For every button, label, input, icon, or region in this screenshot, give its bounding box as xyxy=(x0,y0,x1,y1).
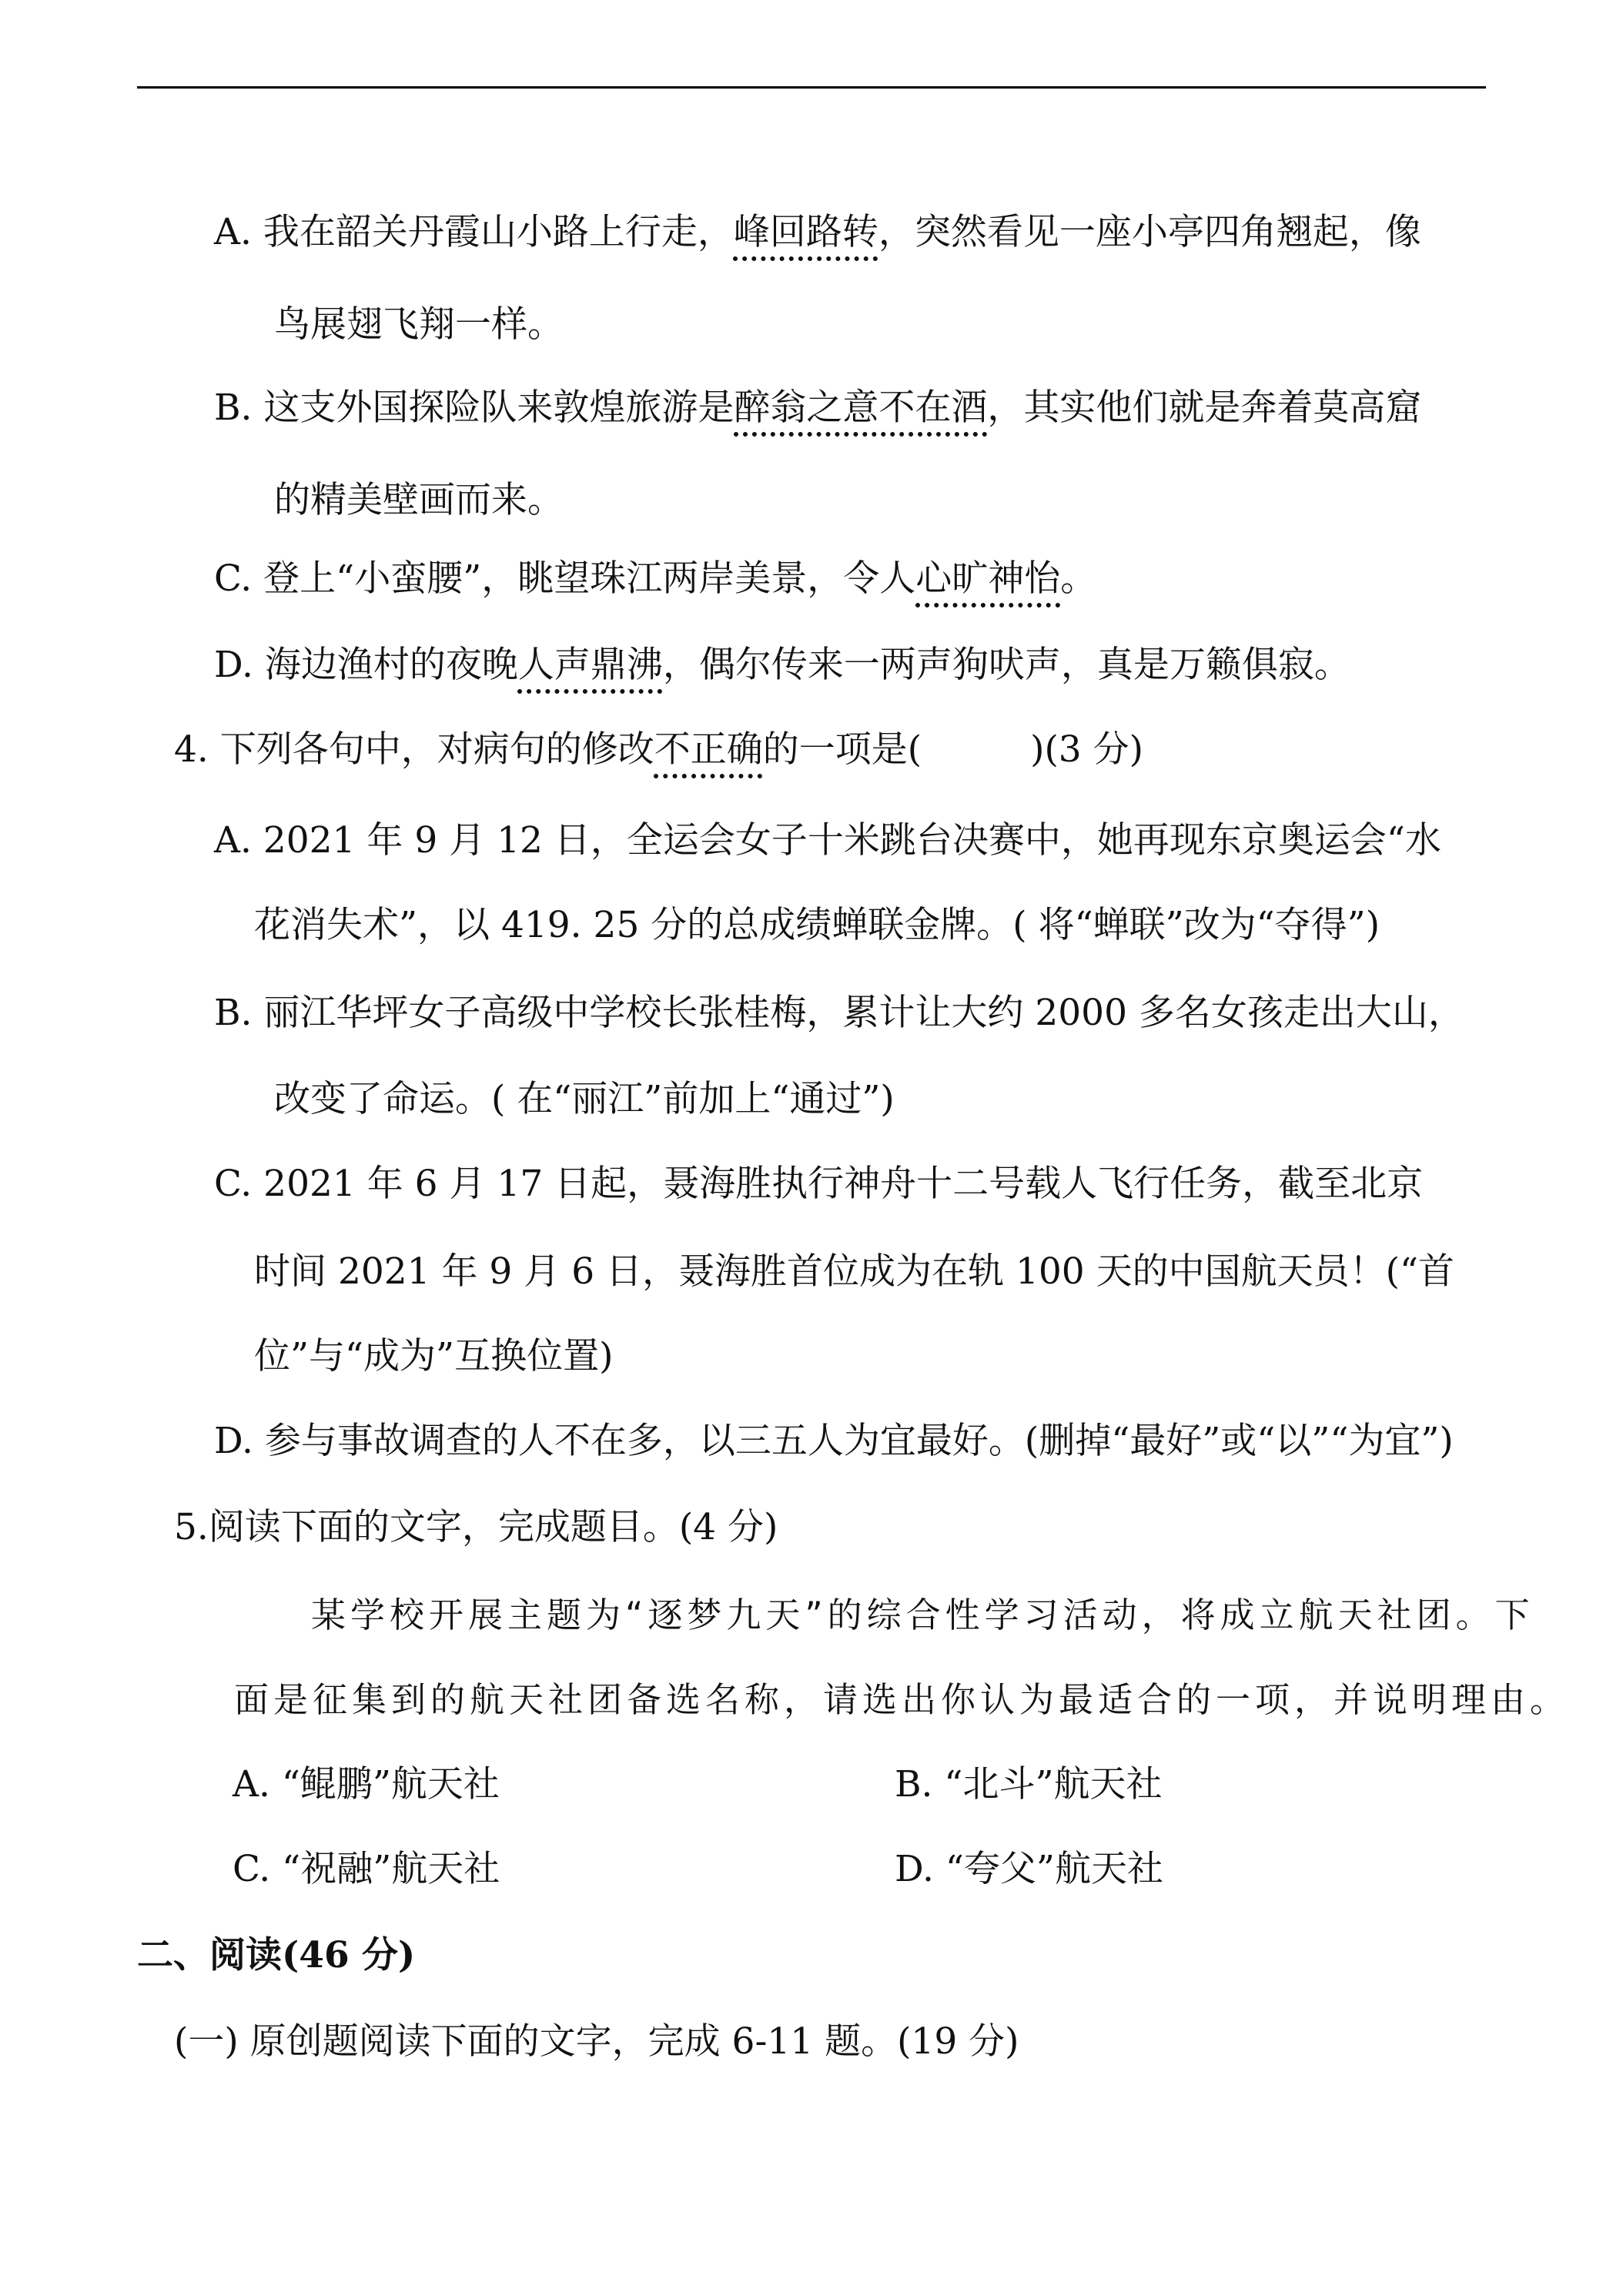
q3-option-b-line2: 的精美壁画而来。 xyxy=(274,479,564,521)
q3-option-b-line1 xyxy=(214,385,1421,431)
q3-d-dotted-phrase: 人声鼎沸 xyxy=(517,644,663,686)
top-rule xyxy=(137,86,1486,89)
q4-option-d-line1: D. 参与事故调查的人不在多，以三五人为宜最好。(删掉“最好”或“以”“为宜”) xyxy=(214,1420,1454,1462)
q5-option-d: D. “夸父”航天社 xyxy=(895,1848,1163,1890)
q3-a-dotted-phrase: 峰回路转 xyxy=(733,211,878,253)
q5-option-b: B. “北斗”航天社 xyxy=(895,1763,1163,1806)
q4-stem-text: 4. 下列各句中，对病句的修改 xyxy=(174,728,654,771)
q4-option-c-line3: 位”与“成为”互换位置) xyxy=(254,1335,614,1377)
q3-c-dotted-phrase: 心旷神怡 xyxy=(915,557,1061,600)
q3-d-text: D. 海边渔村的夜晚 xyxy=(214,644,518,686)
q4-stem-text-end: 的一项是( )(3 分) xyxy=(762,728,1143,771)
q4-option-b-line1: B. 丽江华坪女子高级中学校长张桂梅，累计让大约 2000 多名女孩走出大山， xyxy=(214,992,1464,1034)
q4-option-a-line2: 花消失术”，以 419. 25 分的总成绩蝉联金牌。( 将“蝉联”改为“夺得”) xyxy=(254,904,1380,946)
q4-option-c-line1: C. 2021 年 6 月 17 日起，聂海胜执行神舟十二号载人飞行任务，截至北京 xyxy=(214,1163,1424,1205)
q5-option-c: C. “祝融”航天社 xyxy=(233,1848,500,1890)
q4-option-a-line1: A. 2021 年 9 月 12 日，全运会女子十米跳台决赛中，她再现东京奥运会“水 xyxy=(214,819,1441,862)
q3-d-text-end: ，偶尔传来一两声狗吠声，真是万籁俱寂。 xyxy=(662,644,1350,686)
q3-option-a-line1 xyxy=(214,209,1421,256)
q5-option-a: A. “鲲鹏”航天社 xyxy=(233,1763,500,1806)
q4-dotted-phrase: 不正确 xyxy=(654,728,763,771)
q3-b-text-end: ，其实他们就是奔着莫高窟 xyxy=(987,387,1422,429)
q3-b-text: B. 这支外国探险队来敦煌旅游是 xyxy=(214,387,735,429)
q3-option-a-line2: 鸟展翅飞翔一样。 xyxy=(274,303,564,346)
q4-stem xyxy=(174,727,1143,773)
section-two-subtitle: (一) 原创题阅读下面的文字，完成 6-11 题。(19 分) xyxy=(174,2020,1019,2063)
q3-a-text: A. 我在韶关丹霞山小路上行走， xyxy=(214,211,734,253)
q3-option-c-line1 xyxy=(214,556,1096,602)
q3-c-text-end: 。 xyxy=(1060,557,1097,600)
q3-b-dotted-phrase: 醉翁之意不在酒 xyxy=(734,387,988,429)
q3-a-text-end: ，突然看见一座小亭四角翘起，像 xyxy=(878,211,1421,253)
q4-option-b-line2: 改变了命运。( 在“丽江”前加上“通过”) xyxy=(274,1078,895,1120)
q4-option-c-line2: 时间 2021 年 9 月 6 日，聂海胜首位成为在轨 100 天的中国航天员！(“首 xyxy=(254,1250,1455,1293)
q3-c-text: C. 登上“小蛮腰”，眺望珠江两岸美景，令人 xyxy=(214,557,916,600)
q5-stem: 5.阅读下面的文字，完成题目。(4 分) xyxy=(174,1506,778,1548)
q5-paragraph-line2: 面是征集到的航天社团备选名称，请选出你认为最适合的一项，并说明理由。 xyxy=(234,1679,1570,1720)
q3-option-d-line1 xyxy=(214,642,1350,688)
section-two-title: 二、阅读(46 分) xyxy=(137,1934,416,1976)
q5-paragraph-line1: 某学校开展主题为“逐梦九天”的综合性学习活动，将成立航天社团。下 xyxy=(311,1595,1534,1635)
